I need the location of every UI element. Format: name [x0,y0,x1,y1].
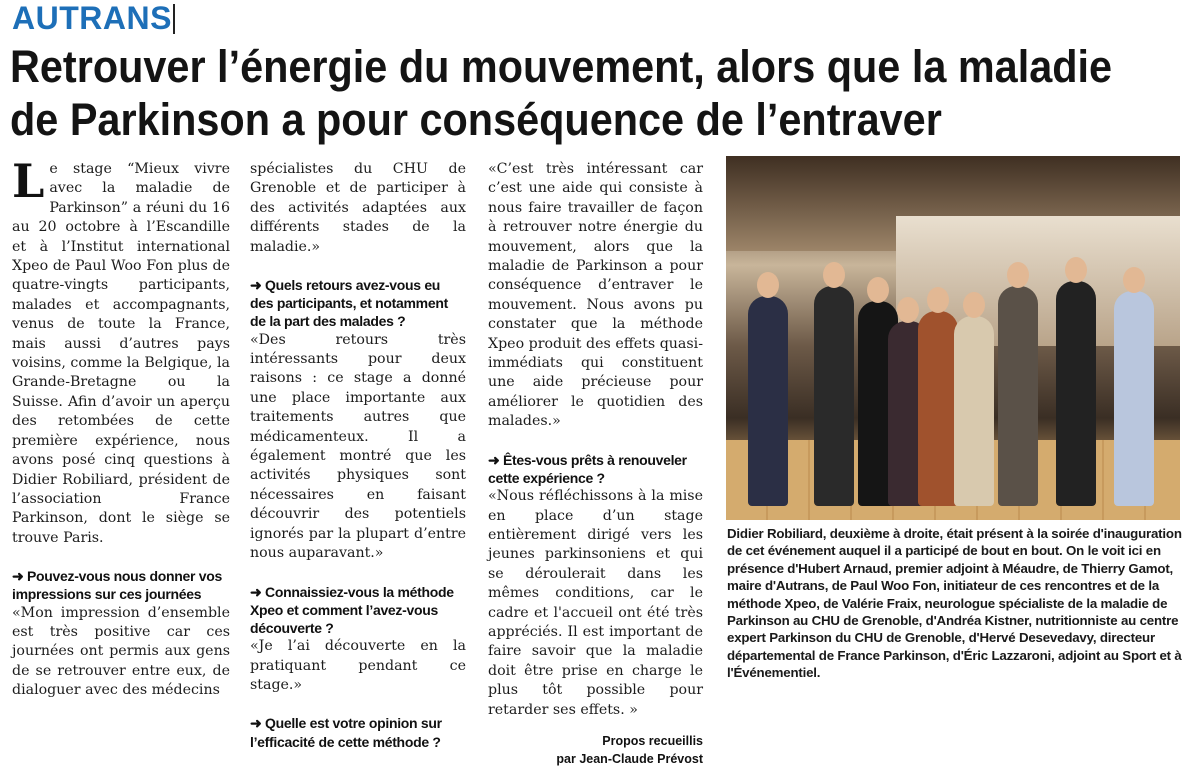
answer-2: «Des retours très intéressants pour deux raisons : ce stage a donné une place importante aux traitements autres que médicamenteux. Il a également montré que les activités physiques sont nécessaires en faisant découvrir des potentiels ignorés par la plupart d’entre nous auparavant.» [250,331,466,562]
answer-4-continued: «C’est très intéressant car c’est une aide qui consiste à nous faire travailler de façon à retrouver notre énergie du mouvement, alors que la maladie de Parkinson a pour conséquence d’entraver le mouvement. Nous avons pu constater que la méthode Xpeo produit des effets quasi-immédiats qui constituent une aide précieuse pour améliorer le quotidien des malades.» [488,161,703,430]
answer-1: «Mon impression d’ensemble est très positive car ces journées ont permis aux gens de se retrouver entre eux, de dialoguer avec des médecins [12,604,230,699]
person-figure [998,286,1038,506]
section-kicker: AUTRANS [12,0,172,36]
answer-3: «Je l’ai découverte en la pratiquant pendant ce stage.» [250,638,466,693]
person-figure [748,296,788,506]
article-column-1 [12,154,230,701]
event-group-photo [726,156,1180,520]
photo-caption: Didier Robiliard, deuxième à droite, était présent à la soirée d'inauguration de cet événement auquel il a participé de bout en bout. On le voit ici en présence d'Hubert Arnaud, premier adjoint à Méaudre, de Thierry Gamot, maire d'Autrans, de Paul Woo Fon, initiateur de ces rencontres et de la méthode Xpeo, de Valérie Fraix, neurologue spécialiste de la maladie de Parkinson au CHU de Grenoble, d'Andréa Kistner, nutritionniste au centre expert Parkinson du CHU de Grenoble, d'Hervé Desevedavy, directeur départemental de France Parkinson, d'Éric Lazzaroni, adjoint au Sport et à l'Événementiel. [727,526,1182,681]
article-column-3 [488,160,703,768]
person-figure [918,311,958,506]
question-4: ➜ Quelle est votre opinion sur l’efficacité de cette méthode ? [250,715,442,750]
question-2: ➜ Quels retours avez-vous eu des participants, et notamment de la part des malades ? [250,277,448,330]
credit-line-1: Propos recueillis [602,733,703,748]
headline-line-1: Retrouver l’énergie du mouvement, alors que la maladie [10,41,1113,92]
intro-text: e stage “Mieux vivre avec la maladie de Parkinson” a réuni du 16 au 20 octobre à l’Escandille et à l’Institut international Xpeo de Paul Woo Fon plus de quatre-vingts participants, malades et accompagnants, venus de toute la France, mais aussi d’autres pays voisins, comme la Belgique, la Grande-Bretagne ou la Suisse. Afin d’avoir un aperçu des retombées de cette première expérience, nous avons posé cinq questions à Didier Robiliard, président de l’association France Parkinson, dont le siège se trouve Paris. [12,161,230,546]
person-figure [954,316,994,506]
intro-paragraph [12,154,230,548]
answer-5: «Nous réfléchissons à la mise en place d’un stage entièrement dirigé vers les jeunes parkinsoniens et qui se déroulerait dans les mêmes conditions, car le cadre et l'accueil ont été très appréciés. Il est important de faire savoir que la maladie doit être prise en charge le plus tôt possible pour retarder ses effets. » [488,488,703,718]
article-headline [10,40,1113,146]
person-figure [1114,291,1154,506]
headline-line-2: de Parkinson a pour conséquence de l’entraver [10,94,942,145]
credit-line-2: par Jean-Claude Prévost [556,751,703,766]
drop-cap: L [12,154,45,208]
person-figure [814,286,854,506]
answer-1-continued: spécialistes du CHU de Grenoble et de participer à des activités adaptées aux différents stades de la maladie.» [250,161,466,255]
question-1: ➜ Pouvez-vous nous donner vos impressions sur ces journées [12,568,222,603]
question-5: ➜ Êtes-vous prêts à renouveler cette expérience ? [488,451,687,486]
person-figure [1056,281,1096,506]
article-column-2 [250,160,466,751]
kicker-divider [173,4,175,34]
question-3: ➜ Connaissiez-vous la méthode Xpeo et comment l’avez-vous découverte ? [250,583,454,636]
